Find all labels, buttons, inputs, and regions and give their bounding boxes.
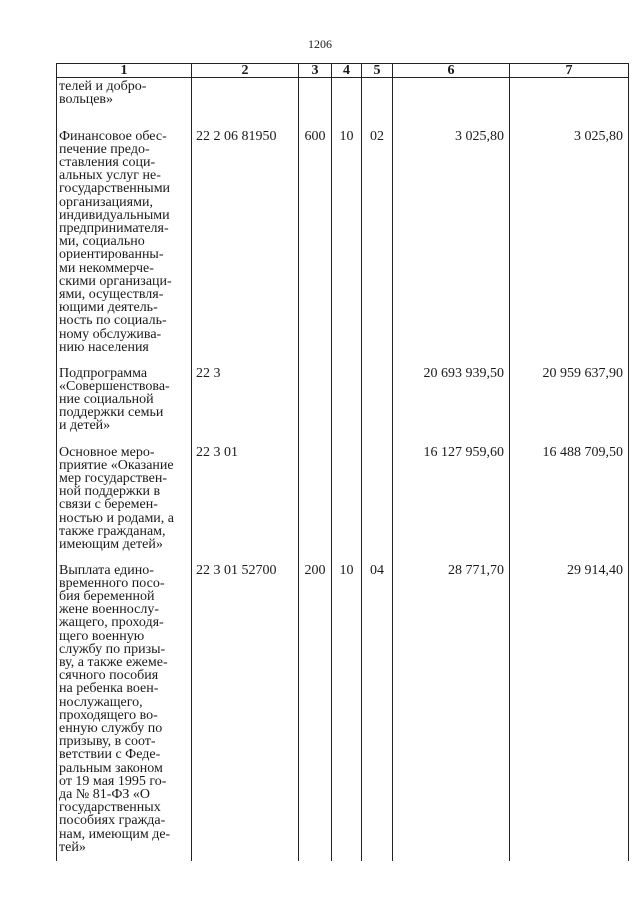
- row-value-6: [393, 78, 510, 128]
- row-col-5: 02: [362, 128, 393, 365]
- row-col-5: 04: [362, 562, 393, 861]
- table-row: [57, 562, 629, 861]
- row-name: Выплата едино- временного посо- бия беременной жене военнослу- жащего, проходя- щего военную службу по призы- ву, а также ежеме- сячного пособия на ребенка воен- нослужащего, проходящего во- енную службу по призыву, в соот- ветствии с Феде- ральным законом от 19 мая 1995 го- да № 81-ФЗ «О государственных пособиях гражда- нам, имеющим де- тей»: [57, 562, 192, 861]
- row-col-3: 200: [299, 562, 332, 861]
- header-col-2: 2: [192, 64, 299, 78]
- table-header: [57, 64, 629, 78]
- row-name: Финансовое обес- печение предо- ставления соци- альных услуг не- государственными организациями, индивидуальными предпринимателя- ми, социально ориентированны- ми некоммерче- скими организаци- ями, осуществля- ющими деятель- ность по социаль- ному обслужива- нию населения: [57, 128, 192, 365]
- budget-table: [56, 63, 629, 861]
- table-row: [57, 128, 629, 365]
- row-code: 22 2 06 81950: [192, 128, 299, 365]
- row-code: 22 3 01 52700: [192, 562, 299, 861]
- row-value-7: 3 025,80: [510, 128, 629, 365]
- row-name: телей и добро- вольцев»: [57, 78, 192, 128]
- row-code: 22 3: [192, 365, 299, 444]
- header-col-7: 7: [510, 64, 629, 78]
- row-value-7: [510, 78, 629, 128]
- row-col-4: [332, 365, 362, 444]
- row-col-3: [299, 78, 332, 128]
- header-col-5: 5: [362, 64, 393, 78]
- row-value-6: 3 025,80: [393, 128, 510, 365]
- row-col-4: 10: [332, 562, 362, 861]
- row-value-6: 20 693 939,50: [393, 365, 510, 444]
- header-col-1: 1: [57, 64, 192, 78]
- row-code: 22 3 01: [192, 444, 299, 562]
- table-row: [57, 365, 629, 444]
- row-col-5: [362, 78, 393, 128]
- row-col-4: [332, 78, 362, 128]
- row-col-3: [299, 365, 332, 444]
- row-value-7: 20 959 637,90: [510, 365, 629, 444]
- row-code: [192, 78, 299, 128]
- row-col-5: [362, 444, 393, 562]
- row-name: Подпрограмма «Совершенствова- ние социальной поддержки семьи и детей»: [57, 365, 192, 444]
- row-value-7: 29 914,40: [510, 562, 629, 861]
- row-name: Основное меро- приятие «Оказание мер государствен- ной поддержки в связи с беремен- ностью и родами, а также гражданам, имеющим детей»: [57, 444, 192, 562]
- page-number: 1206: [308, 37, 332, 51]
- row-col-5: [362, 365, 393, 444]
- row-col-3: 600: [299, 128, 332, 365]
- row-value-6: 28 771,70: [393, 562, 510, 861]
- row-value-7: 16 488 709,50: [510, 444, 629, 562]
- table-body: [57, 78, 629, 861]
- header-col-6: 6: [393, 64, 510, 78]
- table-row: [57, 444, 629, 562]
- row-col-4: 10: [332, 128, 362, 365]
- row-col-4: [332, 444, 362, 562]
- table-row: [57, 78, 629, 128]
- row-col-3: [299, 444, 332, 562]
- row-value-6: 16 127 959,60: [393, 444, 510, 562]
- header-col-3: 3: [299, 64, 332, 78]
- header-col-4: 4: [332, 64, 362, 78]
- header-row: [57, 64, 629, 78]
